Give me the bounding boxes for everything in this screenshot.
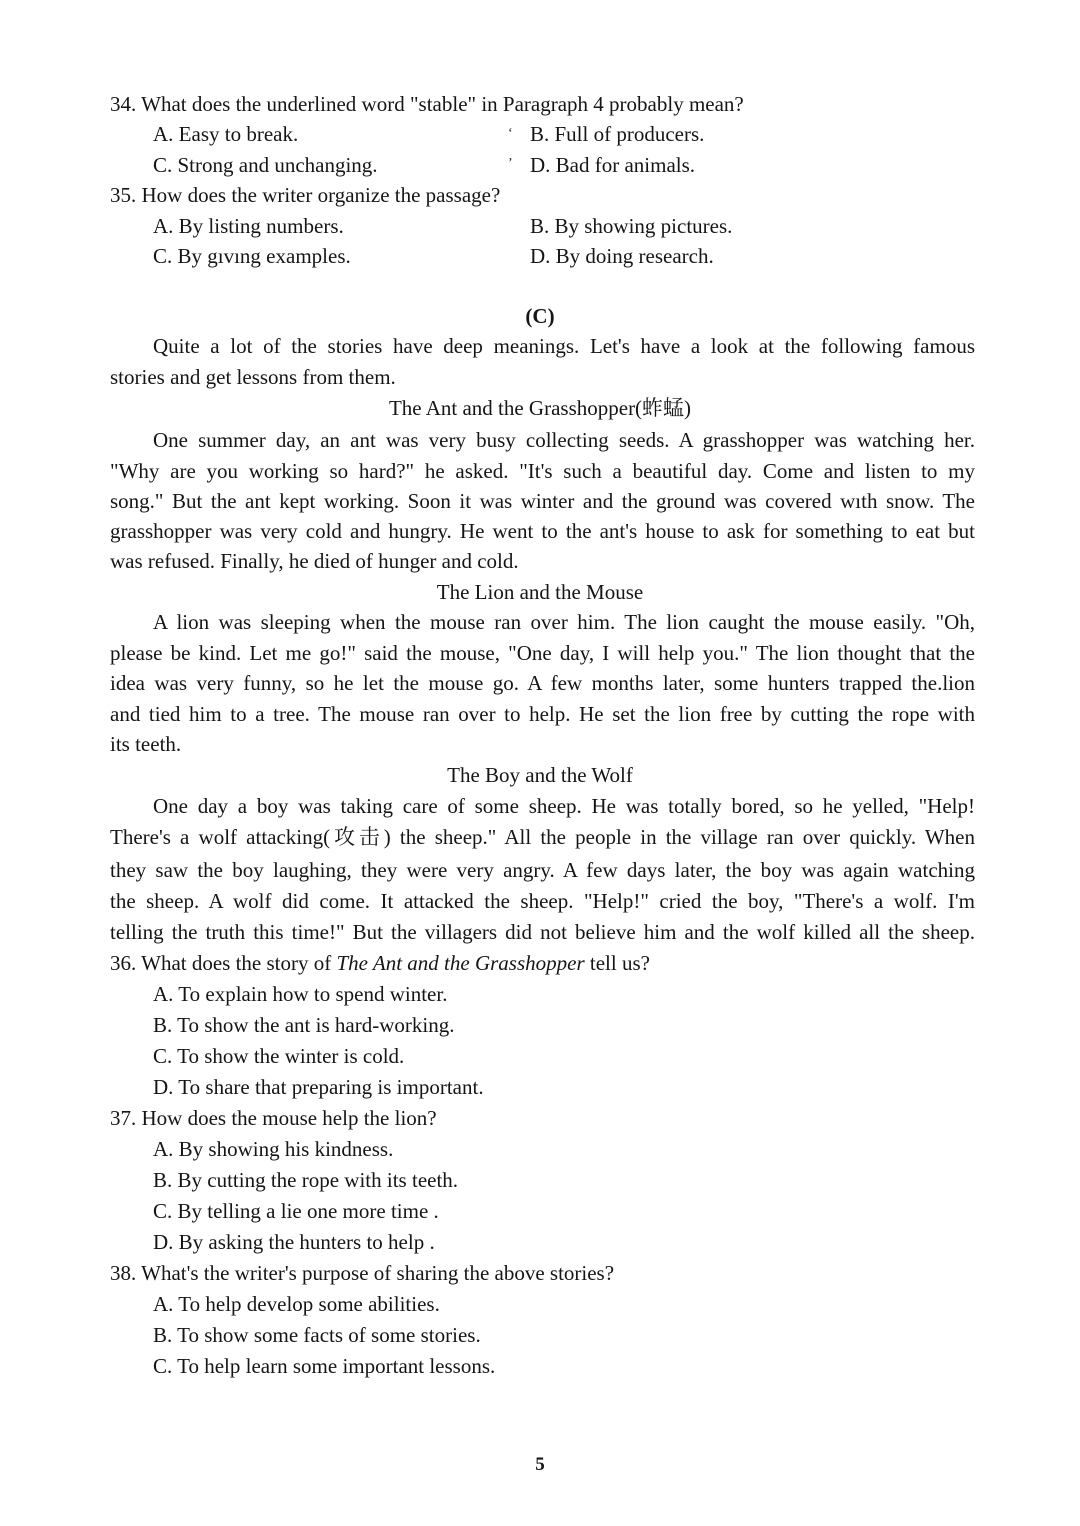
q36-option-c[interactable]: C. To show the winter is cold. (153, 1044, 405, 1068)
story3-line: telling the truth this time!" But the villagers did not believe him and the wolf killed all the sheep. (110, 920, 975, 944)
q36-option-a[interactable]: A. To explain how to spend winter. (153, 982, 448, 1006)
q35-question: 35. How does the writer organize the passage? (110, 183, 501, 207)
q35-option-a[interactable]: A. By listing numbers. (153, 214, 344, 238)
q37-option-b[interactable]: B. By cutting the rope with its teeth. (153, 1168, 459, 1192)
q36-option-d[interactable]: D. To share that preparing is important. (153, 1075, 484, 1099)
story3-line: There's a wolf attacking(攻击) the sheep." All the people in the village ran over quickly. When (110, 825, 975, 849)
q38-option-a[interactable]: A. To help develop some abilities. (153, 1292, 440, 1316)
section-heading: (C) (525, 304, 555, 328)
q34-option-b[interactable]: B. Full of producers. (530, 122, 705, 146)
stray-mark: ’ (508, 156, 513, 171)
intro-line: Quite a lot of the stories have deep meanings. Let's have a look at the following famous (153, 334, 975, 358)
q35-option-c[interactable]: C. By gıvıng examples. (153, 244, 351, 268)
story-title-boy-wolf: The Boy and the Wolf (447, 763, 633, 787)
story2-line: idea was very funny, so he let the mouse go. A few months later, some hunters trapped the.lion (110, 671, 975, 695)
story1-line: was refused. Finally, he died of hunger and cold. (110, 549, 519, 573)
q37-option-a[interactable]: A. By showing his kindness. (153, 1137, 394, 1161)
story1-line: "Why are you working so hard?" he asked. "It's such a beautiful day. Come and listen to my (110, 459, 975, 483)
q37-question: 37. How does the mouse help the lion? (110, 1106, 437, 1130)
story-title-lion-mouse: The Lion and the Mouse (436, 580, 644, 604)
q36-question-title: The Ant and the Grasshopper (336, 951, 585, 975)
q38-question: 38. What's the writer's purpose of sharing the above stories? (110, 1261, 615, 1285)
story2-line: its teeth. (110, 732, 182, 756)
story1-line: song." But the ant kept working. Soon it was winter and the ground was covered wıth snow. The (110, 489, 975, 513)
q34-option-a[interactable]: A. Easy to break. (153, 122, 299, 146)
q38-option-b[interactable]: B. To show some facts of some stories. (153, 1323, 481, 1347)
q38-option-c[interactable]: C. To help learn some important lessons. (153, 1354, 496, 1378)
q34-question: 34. What does the underlined word "stable" in Paragraph 4 probably mean? (110, 92, 744, 116)
story1-line: grasshopper was very cold and hungry. He went to the ant's house to ask for something to eat but (110, 519, 975, 543)
story2-line: A lion was sleeping when the mouse ran over him. The lion caught the mouse easily. "Oh, (153, 610, 975, 634)
intro-line: stories and get lessons from them. (110, 365, 396, 389)
q34-option-d[interactable]: D. Bad for animals. (530, 153, 696, 177)
story2-line: please be kind. Let me go!" said the mouse, "One day, I will help you." The lion thought that the (110, 641, 975, 665)
q36-question-suffix: tell us? (584, 951, 650, 975)
stray-mark: ‘ (508, 126, 513, 141)
story3-line: the sheep. A wolf did come. It attacked the sheep. "Help!" cried the boy, "There's a wolf. I'm (110, 889, 975, 913)
q36-question (110, 948, 650, 978)
q34-option-c[interactable]: C. Strong and unchanging. (153, 153, 378, 177)
story2-line: and tied him to a tree. The mouse ran over to help. He set the lion free by cutting the rope with (110, 702, 975, 726)
q37-option-d[interactable]: D. By asking the hunters to help . (153, 1230, 435, 1254)
story3-line: One day a boy was taking care of some sheep. He was totally bored, so he yelled, "Help! (153, 794, 975, 818)
q36-question-prefix: 36. What does the story of (110, 951, 337, 975)
story1-line: One summer day, an ant was very busy collecting seeds. A grasshopper was watching her. (153, 428, 975, 452)
q37-option-c[interactable]: C. By telling a lie one more time . (153, 1199, 439, 1223)
story3-line: they saw the boy laughing, they were very angry. A few days later, the boy was again watching (110, 858, 975, 882)
q35-option-d[interactable]: D. By doing research. (530, 244, 714, 268)
page-number: 5 (535, 1454, 545, 1475)
q35-option-b[interactable]: B. By showing pictures. (530, 214, 733, 238)
q36-option-b[interactable]: B. To show the ant is hard-working. (153, 1013, 455, 1037)
story-title-ant-grasshopper: The Ant and the Grasshopper(蚱蜢) (388, 396, 692, 420)
